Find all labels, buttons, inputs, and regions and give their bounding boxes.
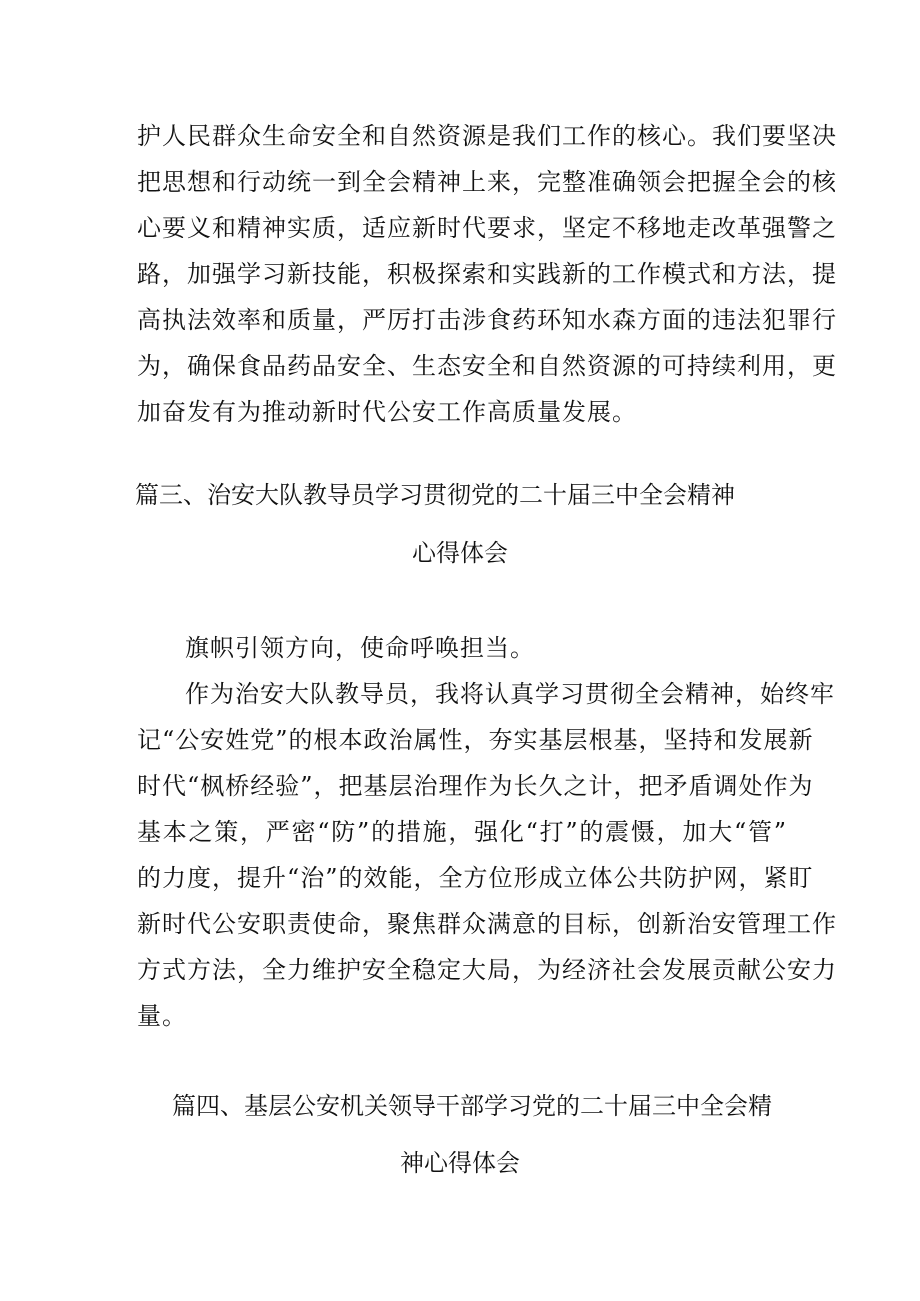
section-heading: 心得体会: [412, 539, 508, 567]
paragraph-line: 量。: [137, 1002, 187, 1030]
paragraph-line: 方式方法，全力维护安全稳定大局，为经济社会发展贡献公安力: [137, 956, 837, 984]
paragraph-line: 为，确保食品药品安全、生态安全和自然资源的可持续利用，更: [137, 352, 837, 380]
paragraph-line: 路，加强学习新技能，积极探索和实践新的工作模式和方法，提: [137, 260, 837, 288]
paragraph-line: 护人民群众生命安全和自然资源是我们工作的核心。我们要坚决: [137, 122, 837, 150]
paragraph-line: 记“公安姓党”的根本政治属性，夯实基层根基，坚持和发展新: [137, 726, 814, 754]
paragraph-line: 时代“枫桥经验”，把基层治理作为长久之计，把矛盾调处作为: [137, 772, 814, 800]
paragraph-line: 高执法效率和质量，严厉打击涉食药环知水森方面的违法犯罪行: [137, 306, 837, 334]
paragraph-line: 作为治安大队教导员，我将认真学习贯彻全会精神，始终牢: [185, 680, 835, 708]
paragraph-line: 的力度，提升“治”的效能，全方位形成立体公共防护网，紧盯: [137, 864, 814, 892]
paragraph-line: 把思想和行动统一到全会精神上来，完整准确领会把握全会的核: [137, 168, 837, 196]
section-heading: 神心得体会: [400, 1149, 520, 1177]
paragraph-line: 新时代公安职责使命，聚焦群众满意的目标，创新治安管理工作: [137, 910, 837, 938]
paragraph-line: 加奋发有为推动新时代公安工作高质量发展。: [137, 398, 637, 426]
section-heading: 篇三、治安大队教导员学习贯彻党的二十届三中全会精神: [135, 481, 735, 509]
paragraph-line: 旗帜引领方向，使命呼唤担当。: [185, 634, 535, 662]
paragraph-line: 心要义和精神实质，适应新时代要求，坚定不移地走改革强警之: [137, 214, 837, 242]
section-heading: 篇四、基层公安机关领导干部学习党的二十届三中全会精: [172, 1092, 772, 1120]
paragraph-line: 基本之策，严密“防”的措施，强化“打”的震慑，加大“管”: [137, 818, 787, 846]
